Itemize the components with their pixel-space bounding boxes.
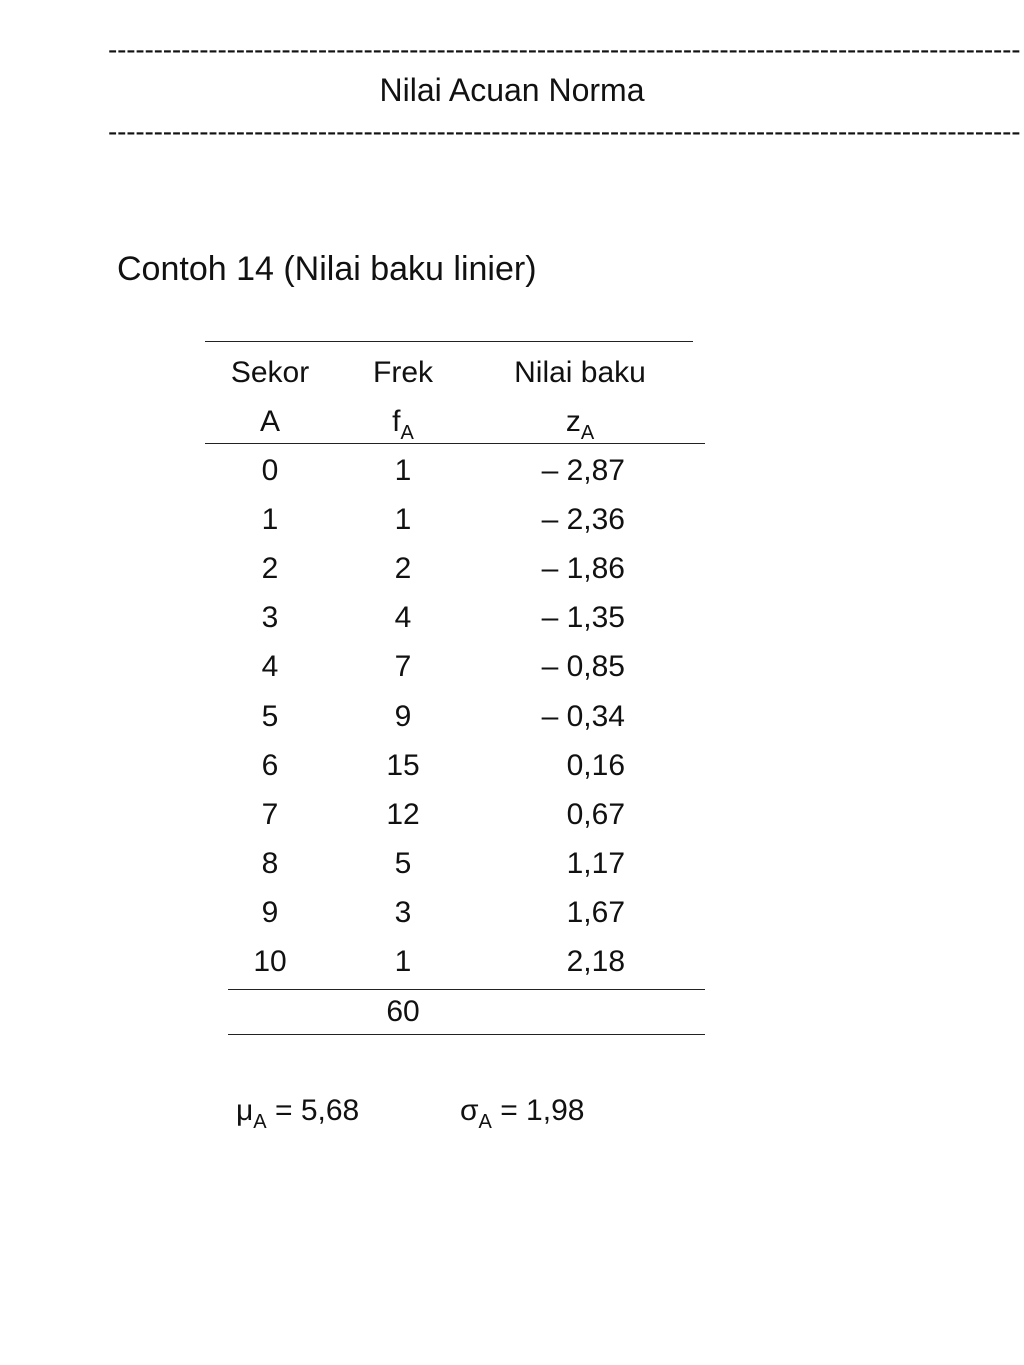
score-cell: 10	[253, 945, 287, 978]
freq-cell: 7	[394, 650, 412, 683]
z-symbol-main: z	[565, 405, 581, 438]
z-cell: 0,16	[566, 749, 625, 782]
mu-symbol: μ	[236, 1094, 254, 1127]
freq-cell: 1	[394, 503, 412, 536]
z-symbol-sub: A	[580, 422, 595, 444]
header-z-symbol	[480, 404, 680, 443]
score-cell: 0	[261, 454, 279, 487]
freq-cell: 3	[394, 896, 412, 929]
table-total-freq: 60	[386, 995, 420, 1028]
freq-cell: 15	[386, 749, 420, 782]
freq-cell: 5	[394, 847, 412, 880]
sd-stat	[460, 1092, 584, 1133]
freq-cell: 2	[394, 552, 412, 585]
score-cell: 4	[261, 650, 279, 683]
z-cell: 1,67	[566, 896, 625, 929]
score-cell: 1	[261, 503, 279, 536]
score-cell: 9	[261, 896, 279, 929]
freq-cell: 1	[394, 454, 412, 487]
z-cell: 2,18	[566, 945, 625, 978]
z-cell: – 2,36	[541, 503, 625, 536]
z-cell: – 1,86	[541, 552, 625, 585]
sigma-symbol: σ	[460, 1094, 479, 1127]
score-cell: 8	[261, 847, 279, 880]
freq-cell: 4	[394, 601, 412, 634]
table-top-rule	[205, 341, 693, 342]
freq-symbol-sub: A	[400, 422, 414, 444]
header-score: Sekor	[230, 356, 310, 389]
mean-stat	[236, 1092, 359, 1133]
sigma-value: = 1,98	[500, 1094, 585, 1127]
table-total-rule	[228, 989, 705, 990]
z-cell: 0,67	[566, 798, 625, 831]
score-cell: 3	[261, 601, 279, 634]
z-cell: – 0,34	[541, 700, 625, 733]
example-title: Contoh 14 (Nilai baku linier)	[117, 250, 537, 288]
z-cell: – 1,35	[541, 601, 625, 634]
header-score-symbol: A	[259, 405, 280, 438]
freq-symbol-main: f	[392, 405, 401, 438]
z-cell: 1,17	[566, 847, 625, 880]
table-bottom-rule	[228, 1034, 705, 1035]
table-header-rule	[205, 443, 705, 444]
score-cell: 6	[261, 749, 279, 782]
score-cell: 2	[261, 552, 279, 585]
sigma-sub: A	[478, 1111, 492, 1133]
header-dash-line-top: ----------------------------------------------------------------------------------------------------	[108, 34, 1021, 65]
freq-cell: 1	[394, 945, 412, 978]
mu-sub: A	[253, 1111, 267, 1133]
header-freq-symbol	[358, 404, 448, 443]
z-cell: – 0,85	[541, 650, 625, 683]
freq-cell: 12	[386, 798, 420, 831]
mu-value: = 5,68	[274, 1094, 360, 1127]
header-dash-line-bottom: ----------------------------------------------------------------------------------------------------	[108, 116, 1021, 147]
z-cell: – 2,87	[541, 454, 625, 487]
score-cell: 7	[261, 798, 279, 831]
header-z: Nilai baku	[514, 356, 646, 389]
freq-cell: 9	[394, 700, 412, 733]
header-freq: Frek	[373, 356, 433, 389]
score-cell: 5	[261, 700, 279, 733]
page-header-title: Nilai Acuan Norma	[379, 72, 645, 108]
